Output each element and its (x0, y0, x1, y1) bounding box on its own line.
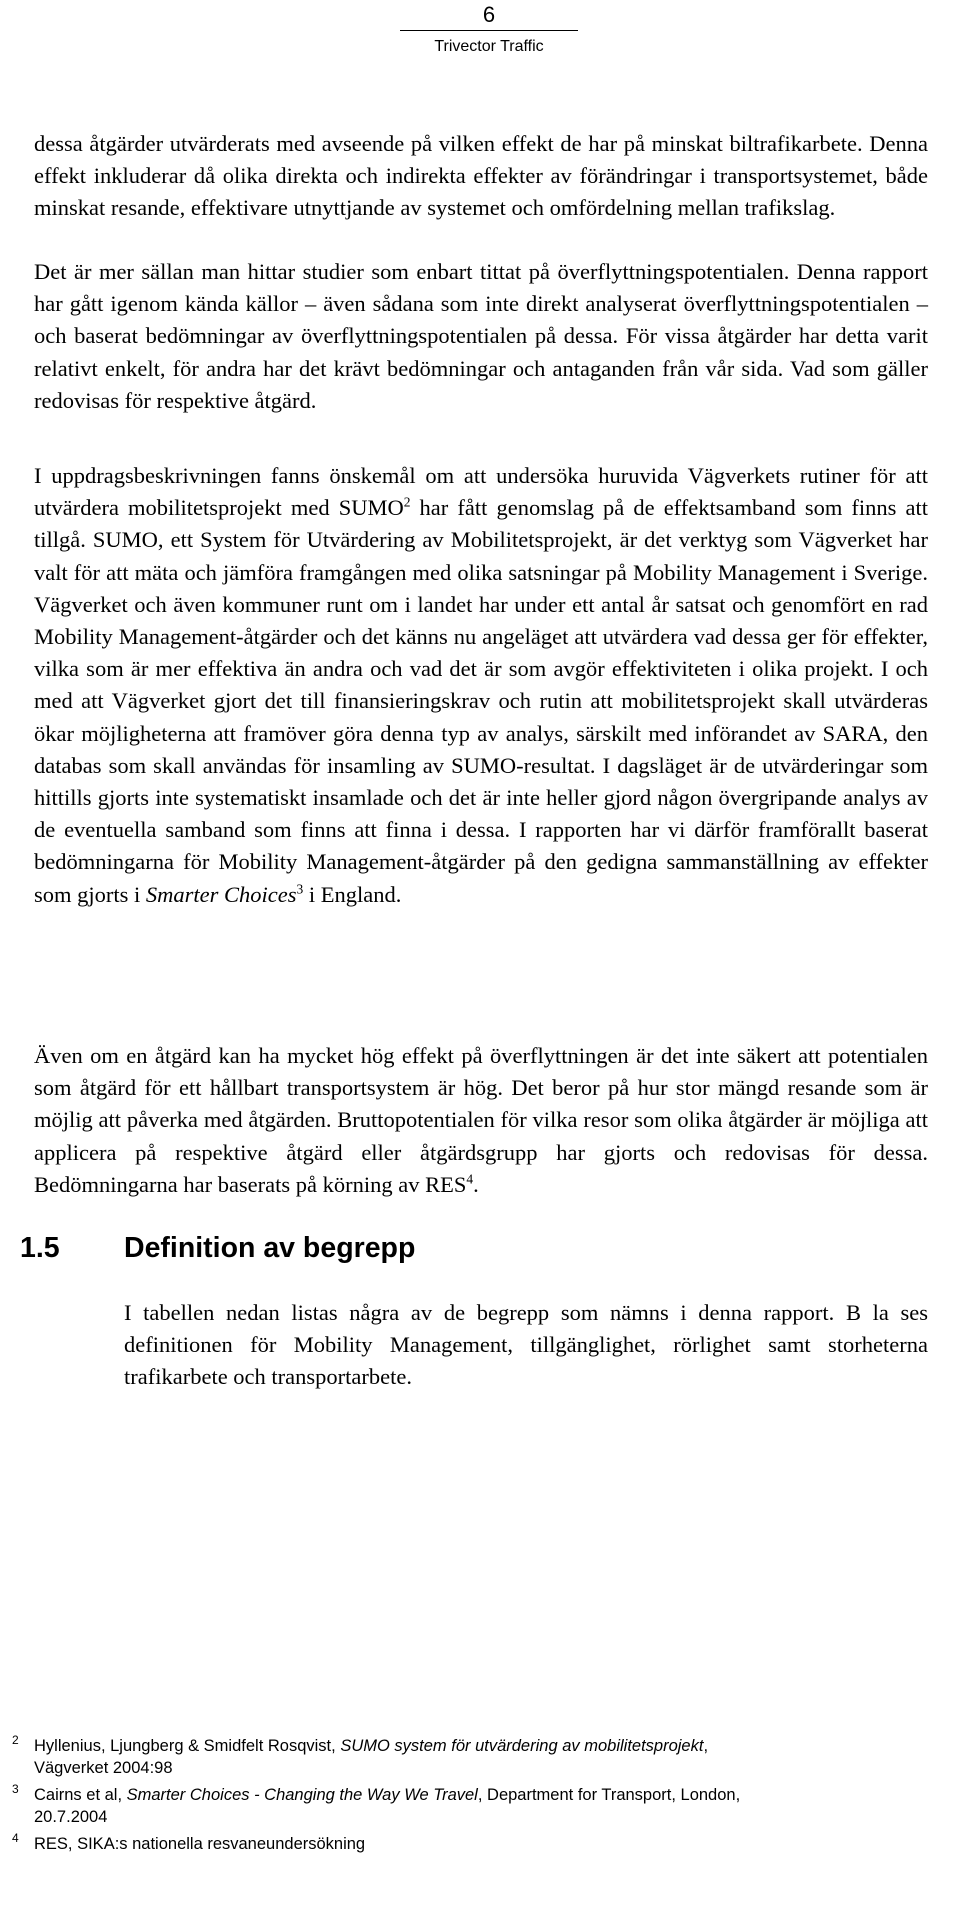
footnote-number: 2 (12, 1733, 19, 1747)
smarter-choices-title: Smarter Choices (145, 881, 297, 907)
footnote-ref-3: 3 (296, 881, 304, 897)
footnote-ref-4: 4 (466, 1171, 474, 1187)
footnote-title: Smarter Choices - Changing the Way We Travel (126, 1786, 478, 1804)
paragraph-gross-potential-text-a: Även om en åtgärd kan ha mycket hög effekt på överflyttningen är det inte säkert att potentialen som åtgärd för ett hållbart transportsystem är hög. Det beror på hur stor mängd resande som är möjlig att påverka med åtgärden. Bruttopotentialen för vilka resor som olika åtgärder är möjliga att applicera på respektive åtgärd eller åtgärdsgrupp har gjorts och redovisas för dessa. Bedömningarna har baserats på körning av RES (34, 1043, 928, 1197)
paragraph-sumo-text-c: i England. (303, 881, 402, 907)
footnote-text-after: , Department for Transport, London, 20.7.2004 (34, 1786, 741, 1826)
footnote-text-before: RES, SIKA:s nationella resvaneundersökning (34, 1835, 366, 1853)
header-divider (400, 30, 578, 31)
paragraph-intro-continued: dessa åtgärder utvärderats med avseende på vilken effekt de har på minskat biltrafikarbete. Denna effekt inkluderar då olika direkta och indirekta effekter av förändringar i transportsystemet, både minskat resande, effektivare utnyttjande av systemet och omfördelning mellan trafikslag. (34, 131, 928, 221)
footnote-number: 3 (12, 1782, 19, 1796)
paragraph-gross-potential-text-b: . (473, 1171, 479, 1197)
footnote-text-before: Cairns et al, (34, 1786, 127, 1804)
paragraph-gross-potential (34, 1040, 928, 1201)
footnote-text (34, 1784, 774, 1828)
footnote-text-before: Hyllenius, Ljungberg & Smidfelt Rosqvist, (34, 1737, 341, 1755)
footnote-ref-2: 2 (403, 494, 411, 510)
paragraph-sumo-text-a: I uppdragsbeskrivningen fanns önskemål om att undersöka huruvida Vägverkets rutiner för att utvärdera mobilitetsprojekt med SUMO (34, 463, 928, 521)
footnote-text (34, 1735, 774, 1779)
paragraph-transfer-potential: Det är mer sällan man hittar studier som enbart tittat på överflyttningspotentialen. Denna rapport har gått igenom kända källor – även sådana som inte direkt analyserat överflyttningspotentialen – och baserat bedömningar av överflyttningspotentialen på dessa. För vissa åtgärder har detta varit relativt enkelt, för andra har det krävt bedömningar och antaganden från vår sida. Vad som gäller redovisas för respektive åtgärd. (34, 259, 928, 413)
paragraph-definitions: I tabellen nedan listas några av de begrepp som nämns i denna rapport. B la ses definitionen för Mobility Management, tillgänglighet, rörlighet samt storheterna trafikarbete och transportarbete. (124, 1300, 928, 1390)
paragraph-sumo-text-b: har fått genomslag på de effektsamband som finns att tillgå. SUMO, ett System för Utvärdering av Mobilitetsprojekt, är det verktyg som Vägverket har valt för att mäta och jämföra framgången med olika satsningar på Mobility Management i Sverige. Vägverket och även kommuner runt om i landet har under ett antal år satsat och genomfört en rad Mobility Management-åtgärder och det känns nu angeläget att utvärdera vad dessa ger för effekter, vilka som är mer effektiva än andra och vad det är som avgör effektiviteten i olika projekt. I och med att Vägverket gjort det till finansieringskrav och rutin att mobilitetsprojekt skall utvärderas ökar möjligheterna att framöver göra denna typ av analys, särskilt med införandet av SARA, den databas som skall användas för insamling av SUMO-resultat. I dagsläget är de utvärderingar som hittills gjorts inte systematiskt insamlade och det är inte heller gjord någon övergripande analys av de eventuella samband som finns att finna i dessa. I rapporten har vi därför framförallt baserat bedömningarna för Mobility Management-åtgärder på den gedigna sammanställning av effekter som gjorts i (34, 495, 928, 907)
section-number: 1.5 (20, 1232, 60, 1264)
header-title: Trivector Traffic (434, 38, 544, 55)
footnote-number: 4 (12, 1831, 19, 1845)
footnote-text-after: , Vägverket 2004:98 (34, 1737, 709, 1777)
footnote-title: SUMO system för utvärdering av mobilitetsprojekt (340, 1737, 704, 1755)
section-title: Definition av begrepp (124, 1232, 416, 1264)
section-heading (20, 1230, 415, 1266)
footnote-text (34, 1833, 774, 1855)
page-number: 6 (482, 2, 496, 27)
paragraph-sumo (34, 460, 928, 911)
page-header (400, 0, 578, 57)
